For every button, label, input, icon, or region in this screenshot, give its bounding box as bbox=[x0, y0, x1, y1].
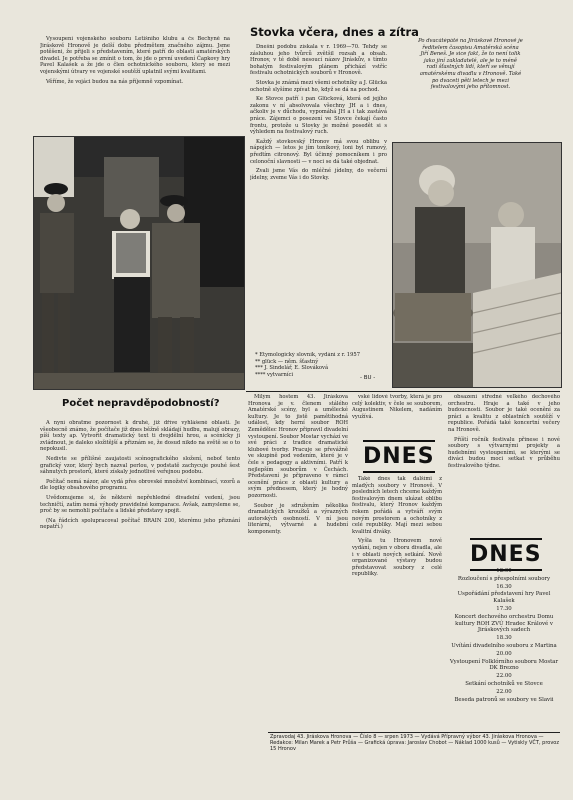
divider-line bbox=[246, 391, 560, 392]
footnote: ** glück — něm. šťastný bbox=[255, 358, 319, 365]
col4-body bbox=[448, 394, 560, 534]
dnes-heading-left: DNES bbox=[363, 440, 435, 473]
right-intro bbox=[418, 38, 523, 138]
col2-para: Soubor je sdružením několika dramatických kroužků a výrazných autorských osobností. V ní jsou literární, výtvarné a hudební komponenty. bbox=[248, 502, 348, 535]
col2-para: Milým hostem 43. Jiráskova Hronova je v. členem stálého Amatérské scény, byl a umělecké kultury. Je to jistě pamětihodná událost, kdy herní soubor ROH Zemědělec Hronov připravil divadelní vystoupení. Soubor Mostar vychází ve své práci z tradice dramatické klubové tvorby. Pracuje se převážně ve skupině pod vedením, které je v čele s pedagogy a aktivními. Patří k nejlepším souborům v Čechách. Představení je připraveno v rámci ocenění práce z oblasti kultury a svým přednesem, který je hodný pozornosti. bbox=[248, 394, 348, 499]
dnes-schedule bbox=[448, 568, 560, 733]
women-photo-image bbox=[393, 143, 561, 387]
center-footnotes bbox=[255, 352, 385, 392]
center-column bbox=[250, 44, 387, 349]
footer-imprint: Zpravodaj 43. Jiráskova Hronova — Číslo 8 — srpen 1973 — Vydává Přípravný výbor 43. Jiráskova Hronova — Redakce: Milan Marek a Petr Průša — Grafická úprava: Jaroslav Chobot — Náklad 1000 kusů — Vytiskly VČT, provoz 15 Hronov bbox=[270, 734, 559, 752]
schedule-time: 20.00 bbox=[496, 650, 512, 657]
col2-body bbox=[248, 394, 348, 729]
schedule-time: 22.00 bbox=[496, 688, 512, 695]
schedule-event: Vystoupení Folklórního souboru Mostar DK Brezno bbox=[449, 658, 559, 672]
divider-line bbox=[268, 732, 560, 733]
left-article-body bbox=[40, 420, 240, 745]
center-para: Zvali jsme Vás do mléčné jídelny, do večerní jídelny, zveme Vás i do Stovky. bbox=[250, 168, 387, 181]
col4-para: Příští ročník festivalu přinese i nové soubory s výtvarnými projekty a hudebními vystoupeními, se kterými se diváci budou moci setkat v průběhu festivalového týdne. bbox=[448, 436, 560, 469]
left-article-para: Nedivte se přílišné zaujatosti scénografického složení, neboť tento grafický vzor, který bych nazval perlou, v podstatě zachycuje pouhé šest sáhnutých prostorů, které získaly jednotlivé veřejnou podobu. bbox=[40, 455, 240, 476]
footnote: * Etymologický slovník, vydání z r. 1957 bbox=[255, 352, 361, 358]
col1-intro-para: Věříme, že vojáci budou na nás příjemně vzpomínat. bbox=[46, 78, 184, 85]
photo-women bbox=[392, 142, 562, 388]
col3-para: Vyšla tu Hronovem nové vydání, nejen v oboru divadla, ale i v oblasti nových setkání. Nově organizované výstavy budou představovat soubory z celé republiky. bbox=[352, 538, 442, 578]
center-para: Stovka je známá mezi všemi ochotníky a J. Glücka ochotně slyšíme zpívat ho, když se dá na pochod. bbox=[250, 79, 387, 93]
center-signature: - BU - bbox=[360, 375, 376, 381]
article-headline: Počet nepravděpodobností? bbox=[62, 398, 220, 409]
left-article-para: Počítač nemá názor, ale vydá přes obrovské množství kombinací, vzorů a dle logiky obsahového programu. bbox=[40, 478, 240, 492]
col1-intro bbox=[40, 36, 230, 131]
schedule-event: Rozloučení s přespolními soubory bbox=[457, 575, 551, 582]
soldiers-photo-image bbox=[34, 137, 244, 389]
schedule-time: 12.00 bbox=[496, 568, 512, 574]
schedule-event: Setkání ochotníků ve Stovce bbox=[465, 680, 543, 687]
footnote: *** J. Sindelář, E. Slováková bbox=[255, 365, 329, 372]
photo-soldiers bbox=[33, 136, 245, 390]
schedule-time: 17.30 bbox=[496, 605, 512, 612]
right-intro-text: Po dvacátépáté na Jiráskově Hronově je ředitelem časopisu Amatérská scéna Jiří Beneš. Je sice fakt, že to není tolik jako jiní zakladatelé, ale je to méně radí šťastných lidí, kteří se věnují amatérskému divadlu v Hronově. Také po dvaceti pěti letech je mezi festivalovými jeho přítomnost. bbox=[418, 38, 523, 91]
col1-intro-para: Vysoupení vojenského souboru Letišního klubu a čs Bechyně na Jiráskově Hronově je delší dobu předmětem značného zájmu. Jsme potěšeni, že přijeli s představením, které patří do oblasti amatérských divadel. Je potřeba se zmínit o tom, že jde o první uvedení Čapkovy hry Pavel Kalašek a že jde o člen ochotnického souboru, který se mezi vojenskými útvary ve vojenské soutěží uplatnil svými kvalitami. bbox=[40, 36, 230, 75]
footnote: **** vytvarníci bbox=[255, 371, 294, 378]
schedule-time: 22.00 bbox=[496, 673, 512, 680]
left-article-para: A nyní obraťme pozornost k druhé, již dříve vyhlášené oblasti. Je všeobecně známo, že počítače již dnes běžně skládají hudbu, malují obrazy, píší texty ap. Vytvořit dramatický text ti dvojdělní hrou, a scénicky ji zvládnout, je daleko složitější a přiznám se, že dosud nikdo na světě se o to nepokusil. bbox=[40, 420, 240, 453]
center-para: Dnešní podobu získala v r. 1969—70. Tehdy se zásluhou jeho tvůrců zvětšil rozsah a obsah. Hronov, v té době nesoucí název Jiráskův, s tímto bohatým festivalovým plánem přichází vstříc festivalu ochotnických souborů v Hronově. bbox=[250, 44, 387, 77]
left-article-para: (Na řádcích spolupracoval počítač BRAIN 200, kterému jeho přiznání nepatří.) bbox=[40, 517, 240, 531]
schedule-event: Beseda patronů se soubory ve Slavii bbox=[454, 696, 554, 703]
schedule-time: 18.30 bbox=[496, 635, 512, 642]
schedule-event: Koncert dechového orchestru Domu kultury ROH ZVÚ Hradec Králové v Jiráskových sadech bbox=[454, 613, 554, 634]
left-article-para: Uvědomujeme si, že některé nepřehledné divadelní vedení, jsou techničtí, zatím nemá výhody pravidelné komparace. Avšak, zamysleme se, proč by se nemohli počítače a lidské představy spojit. bbox=[40, 494, 240, 515]
center-para: Ke Stovce patří i pan Glücková, která od jejího zakonu v ní absolvovala všechny JH a i dnes, ačkoliv je v důchodu, vypomáhá JH a i tak zastává práce. Zájemci o posezení ve Stovce čekají často frontu, protože u Stovky je možné posedět si s výhledem na festivalový ruch. bbox=[250, 96, 387, 136]
schedule-event: Uvítání divadelního souboru z Martina bbox=[451, 642, 557, 649]
center-para: Každý stovkovský Hronov má svou oblibu v nápojích — letos je jím toníkový, loni byl rumový, předtím citronový. Byl účinný pomocníkem i pro celonoční slavnosti — v noci se dá také objednat. bbox=[250, 138, 387, 165]
center-headline: Stovka včera, dnes a zítra bbox=[250, 25, 419, 39]
col3-para: Také dnes tak dalšími z mladých soubory v Hronově. V posledních letech chceme každým festivalovým dnem ukázat oblibu festivalu, který Hronov každým rokem pořádá a vytváří svým novým prostorem a ochotníky z celé republiky. Mají mezi sebou kvalitní diváky. bbox=[352, 476, 442, 535]
col3-body-top bbox=[352, 394, 442, 436]
col4-para: obsazení středné velkého dechového orchestru. Hraje a také v jeho budoucnosti. Soubor je také ocenění za práci a kvalitu z oblastních soutěží v republice. Pořádá také koncertní večery na Hronově. bbox=[448, 394, 560, 433]
schedule-event: Uspořádání představení hry Pavel Kalašek bbox=[457, 591, 551, 605]
schedule-time: 16.30 bbox=[496, 583, 512, 590]
col3-para: vské lidové tvorby, která je pro celý kolektiv, v čele se souborem, Augustinem Nikelem, nadáním využívá. bbox=[352, 394, 442, 420]
col3-body bbox=[352, 476, 442, 731]
dnes-heading-right: DNES bbox=[470, 538, 542, 571]
